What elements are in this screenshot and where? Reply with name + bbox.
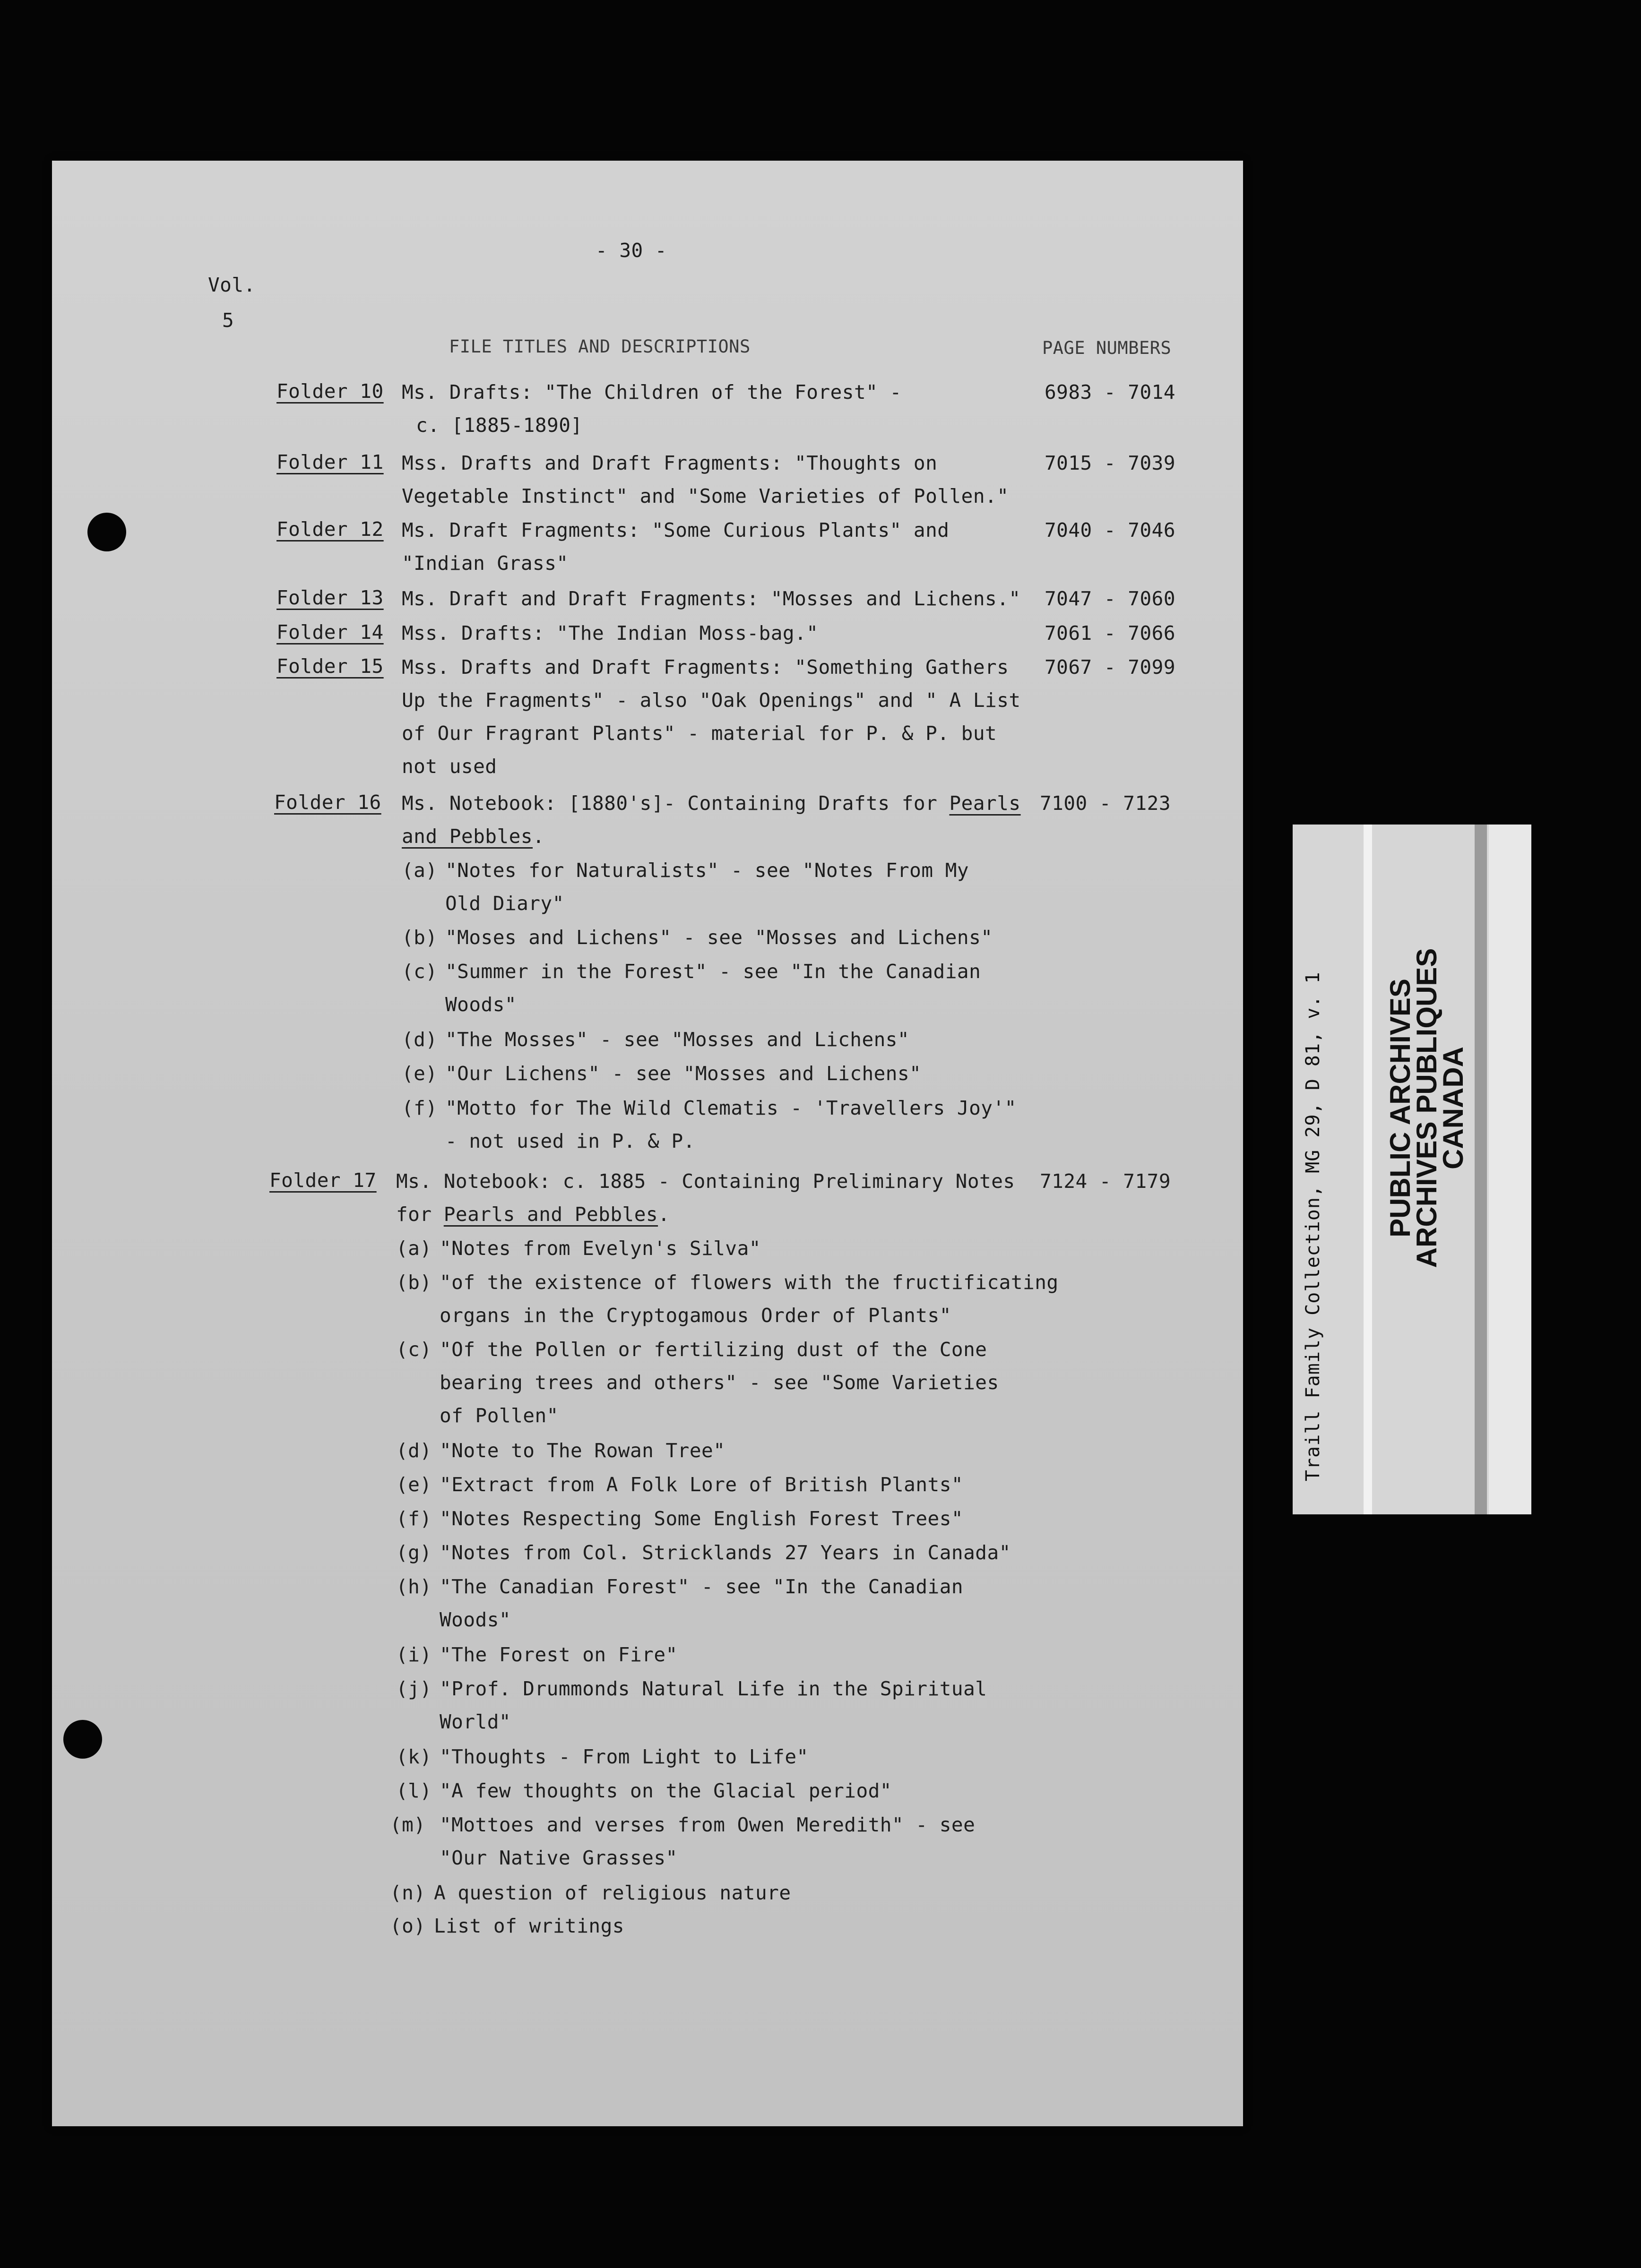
folder-11-pages: 7015 - 7039 <box>1045 452 1176 474</box>
header-file-titles: FILE TITLES AND DESCRIPTIONS <box>449 336 751 357</box>
folder-17-item-h-line-1: "The Canadian Forest" - see "In the Canadian <box>440 1575 964 1598</box>
folder-13-label: Folder 13 <box>276 586 384 609</box>
folder-11-line-1: Mss. Drafts and Draft Fragments: "Thoughts on <box>402 452 938 474</box>
folder-15-line-2: Up the Fragments" - also "Oak Openings" and " A List <box>402 689 1021 712</box>
folder-17-item-m-line-1: "Mottoes and verses from Owen Meredith" - see <box>440 1813 976 1836</box>
folder-17-line-2-end: . <box>658 1203 670 1226</box>
folder-17-line-2 <box>396 1205 670 1224</box>
binder-hole-bottom <box>63 1720 102 1759</box>
folder-12-line-2: "Indian Grass" <box>402 552 569 575</box>
folder-17-item-j-line-2: World" <box>440 1710 511 1733</box>
vol-number: 5 <box>222 309 234 332</box>
folder-16-item-f-line-1: "Motto for The Wild Clematis - 'Travellers Joy'" <box>445 1097 1017 1119</box>
folder-17-item-o-mark: (o) <box>390 1915 426 1937</box>
folder-17-title: Pearls and Pebbles <box>443 1203 658 1226</box>
folder-16-title-part-2: and Pebbles <box>402 825 533 848</box>
folder-17-item-k-mark: (k) <box>396 1745 432 1768</box>
folder-16-item-a-mark: (a) <box>402 859 438 882</box>
archives-stamp <box>1384 891 1469 1325</box>
folder-16-item-a-line-1: "Notes for Naturalists" - see "Notes From My <box>445 859 969 882</box>
folder-17-item-m-line-2: "Our Native Grasses" <box>440 1847 678 1869</box>
folder-17-item-b-line-1: "of the existence of flowers with the fructificating <box>440 1271 1059 1294</box>
folder-12-line-1: Ms. Draft Fragments: "Some Curious Plants" and <box>402 519 950 541</box>
folder-15-label: Folder 15 <box>276 655 384 678</box>
folder-15-pages: 7067 - 7099 <box>1045 656 1176 679</box>
stamp-line-3: CANADA <box>1437 1047 1469 1169</box>
folder-14-line-1: Mss. Drafts: "The Indian Moss-bag." <box>402 622 819 644</box>
folder-17-item-n-line-1: A question of religious nature <box>434 1881 791 1904</box>
page-number: - 30 - <box>596 239 667 262</box>
folder-13-pages: 7047 - 7060 <box>1045 587 1176 610</box>
folder-16-line-1 <box>402 794 1021 813</box>
folder-16-item-d-line-1: "The Mosses" - see "Mosses and Lichens" <box>445 1028 910 1051</box>
folder-15-line-4: not used <box>402 755 497 778</box>
folder-12-label: Folder 12 <box>276 518 384 541</box>
folder-16-item-a-line-2: Old Diary" <box>445 892 564 915</box>
folder-14-pages: 7061 - 7066 <box>1045 622 1176 644</box>
folder-17-item-c-line-1: "Of the Pollen or fertilizing dust of the Cone <box>440 1338 987 1361</box>
folder-17-item-d-mark: (d) <box>396 1439 432 1462</box>
folder-17-line-1: Ms. Notebook: c. 1885 - Containing Preliminary Notes <box>396 1170 1015 1193</box>
folder-13-line-1: Ms. Draft and Draft Fragments: "Mosses and Lichens." <box>402 587 1021 610</box>
folder-15-line-3: of Our Fragrant Plants" - material for P. & P. but <box>402 722 997 745</box>
folder-17-item-h-line-2: Woods" <box>440 1608 511 1631</box>
folder-16-line-2 <box>402 827 544 846</box>
folder-11-label: Folder 11 <box>276 451 384 473</box>
folder-17-item-n-mark: (n) <box>390 1881 426 1904</box>
folder-16-line-2-end: . <box>533 825 545 848</box>
folder-17-item-a-mark: (a) <box>396 1237 432 1260</box>
folder-16-item-b-mark: (b) <box>402 926 438 949</box>
folder-10-label: Folder 10 <box>276 380 384 403</box>
tag-band-dark <box>1475 825 1487 1514</box>
folder-16-item-c-mark: (c) <box>402 960 438 983</box>
folder-17-item-l-line-1: "A few thoughts on the Glacial period" <box>440 1779 892 1802</box>
folder-17-item-f-line-1: "Notes Respecting Some English Forest Trees" <box>440 1507 964 1530</box>
folder-10-line-2: c. [1885-1890] <box>416 414 583 437</box>
header-page-numbers: PAGE NUMBERS <box>1042 338 1172 358</box>
folder-17-item-g-line-1: "Notes from Col. Stricklands 27 Years in Canada" <box>440 1541 1011 1564</box>
folder-17-item-e-line-1: "Extract from A Folk Lore of British Plants" <box>440 1473 964 1496</box>
folder-17-item-j-mark: (j) <box>396 1677 432 1700</box>
folder-16-line-1-text: Ms. Notebook: [1880's]- Containing Drafts for <box>402 792 950 815</box>
folder-17-label: Folder 17 <box>269 1169 377 1192</box>
folder-16-item-e-line-1: "Our Lichens" - see "Mosses and Lichens" <box>445 1062 922 1085</box>
folder-17-pages: 7124 - 7179 <box>1040 1170 1171 1193</box>
folder-17-item-f-mark: (f) <box>396 1507 432 1530</box>
folder-12-pages: 7040 - 7046 <box>1045 519 1176 541</box>
folder-17-item-i-line-1: "The Forest on Fire" <box>440 1643 678 1666</box>
folder-17-item-c-line-3: of Pollen" <box>440 1404 559 1427</box>
folder-17-item-e-mark: (e) <box>396 1473 432 1496</box>
folder-14-label: Folder 14 <box>276 621 384 644</box>
folder-11-line-2: Vegetable Instinct" and "Some Varieties of Pollen." <box>402 485 1009 507</box>
folder-17-item-h-mark: (h) <box>396 1575 432 1598</box>
folder-17-item-b-line-2: organs in the Cryptogamous Order of Plants" <box>440 1304 951 1327</box>
collection-label: Traill Family Collection, MG 29, D 81, v. 1 <box>1302 971 1324 1481</box>
folder-17-line-2-pre: for <box>396 1203 444 1226</box>
folder-17-item-j-line-1: "Prof. Drummonds Natural Life in the Spiritual <box>440 1677 987 1700</box>
folder-10-line-1: Ms. Drafts: "The Children of the Forest" - <box>402 381 902 404</box>
document-page <box>52 161 1243 2126</box>
folder-15-line-1: Mss. Drafts and Draft Fragments: "Something Gathers <box>402 656 1009 679</box>
folder-17-item-k-line-1: "Thoughts - From Light to Life" <box>440 1745 809 1768</box>
stamp-line-2: ARCHIVES PUBLIQUES <box>1411 948 1442 1268</box>
vol-label: Vol. <box>208 274 256 296</box>
folder-17-item-a-line-1: "Notes from Evelyn's Silva" <box>440 1237 761 1260</box>
tag-band-light <box>1364 825 1372 1514</box>
stamp-line-1: PUBLIC ARCHIVES <box>1384 979 1416 1237</box>
folder-17-item-l-mark: (l) <box>396 1779 432 1802</box>
folder-17-item-d-line-1: "Note to The Rowan Tree" <box>440 1439 725 1462</box>
folder-17-item-b-mark: (b) <box>396 1271 432 1294</box>
folder-16-title-part-1: Pearls <box>949 792 1021 815</box>
folder-16-label: Folder 16 <box>274 791 381 814</box>
folder-17-item-c-line-2: bearing trees and others" - see "Some Varieties <box>440 1371 999 1394</box>
folder-17-item-m-mark: (m) <box>390 1813 426 1836</box>
folder-16-item-f-mark: (f) <box>402 1097 438 1119</box>
folder-17-item-i-mark: (i) <box>396 1643 432 1666</box>
folder-16-item-c-line-2: Woods" <box>445 993 517 1016</box>
folder-16-pages: 7100 - 7123 <box>1040 792 1171 815</box>
folder-17-item-c-mark: (c) <box>396 1338 432 1361</box>
folder-16-item-e-mark: (e) <box>402 1062 438 1085</box>
binder-hole-top <box>87 513 126 551</box>
folder-16-item-b-line-1: "Moses and Lichens" - see "Mosses and Lichens" <box>445 926 993 949</box>
folder-16-item-d-mark: (d) <box>402 1028 438 1051</box>
folder-17-item-g-mark: (g) <box>396 1541 432 1564</box>
folder-17-item-o-line-1: List of writings <box>434 1915 624 1937</box>
folder-10-pages: 6983 - 7014 <box>1045 381 1176 404</box>
folder-16-item-f-line-2: - not used in P. & P. <box>445 1130 695 1152</box>
archive-side-tag <box>1293 825 1531 1514</box>
tag-band-edge <box>1489 825 1531 1514</box>
folder-16-item-c-line-1: "Summer in the Forest" - see "In the Canadian <box>445 960 981 983</box>
